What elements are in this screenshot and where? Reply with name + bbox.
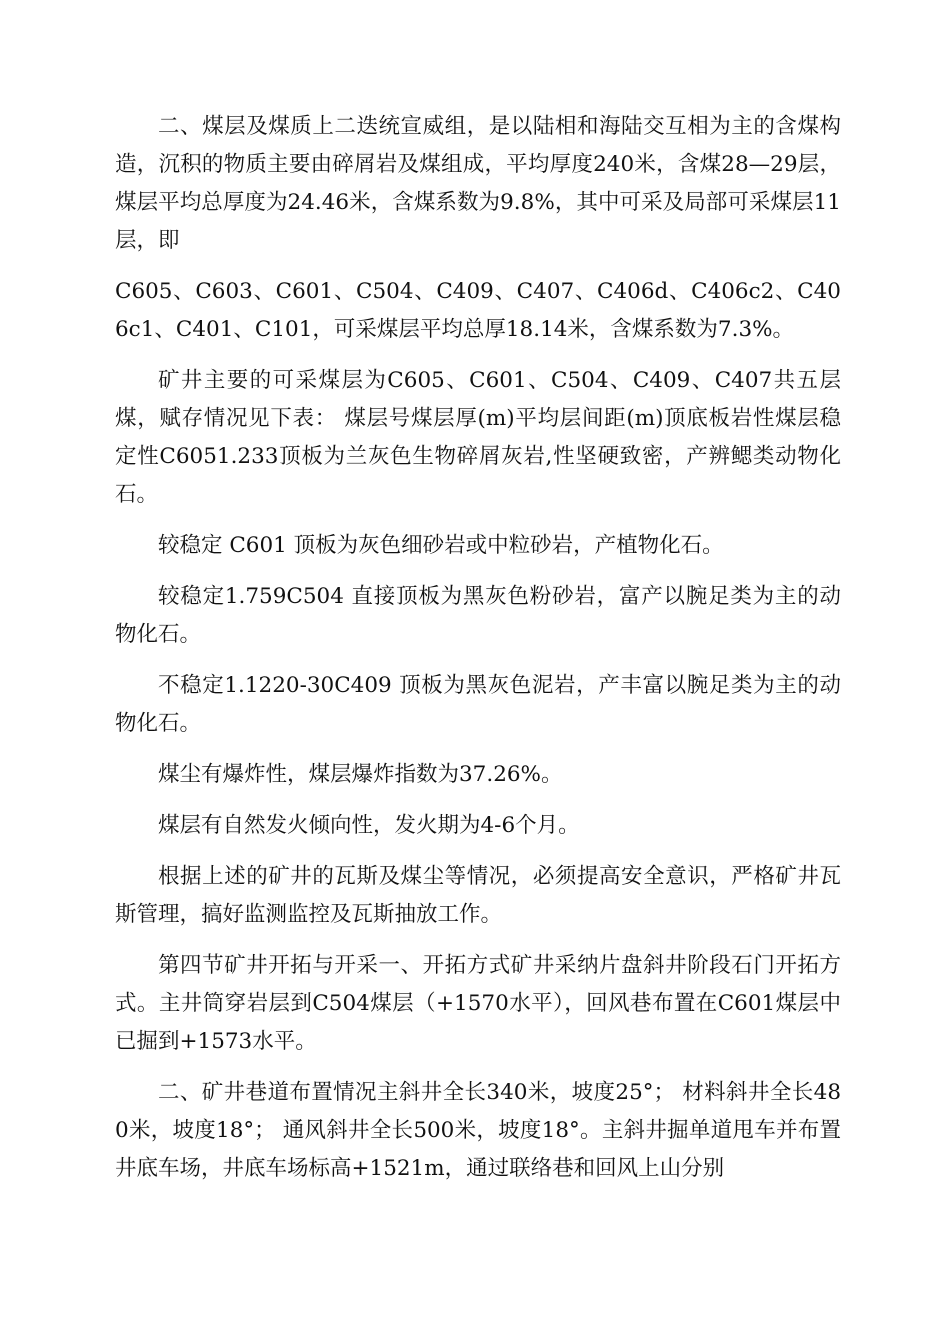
paragraph-coal-dust: 煤尘有爆炸性，煤层爆炸指数为37.26%。 <box>158 762 563 787</box>
paragraph-coal-seams-intro: 二、煤层及煤质上二迭统宣威组，是以陆相和海陆交互相为主的含煤构造，沉积的物质主要由碎屑岩及煤组成，平均厚度240米，含煤28—29层，煤层平均总厚度为24.46米，含煤系数为9.8%，其中可采及局部可采煤层11层，即 <box>115 114 841 253</box>
paragraph-c601: 较稳定 C601 顶板为灰色细砂岩或中粒砂岩，产植物化石。 <box>158 533 724 558</box>
paragraph-roadway-layout: 二、矿井巷道布置情况主斜井全长340米，坡度25°； 材料斜井全长480米，坡度18°； 通风斜井全长500米，坡度18°。主斜井掘单道甩车并布置井底车场，井底车场标高+1521m，通过联络巷和回风上山分别 <box>115 1080 841 1181</box>
paragraph-safety-management: 根据上述的矿井的瓦斯及煤尘等情况，必须提高安全意识，严格矿井瓦斯管理，搞好监测监控及瓦斯抽放工作。 <box>115 864 841 927</box>
paragraph-c409: 不稳定1.1220-30C409 顶板为黑灰色泥岩，产丰富以腕足类为主的动物化石。 <box>115 673 841 736</box>
paragraph-main-seams: 矿井主要的可采煤层为C605、C601、C504、C409、C407共五层煤，赋存情况见下表： 煤层号煤层厚(m)平均层间距(m)顶底板岩性煤层稳定性C6051.233顶板为兰灰色生物碎屑灰岩,性坚硬致密，产辨鳃类动物化石。 <box>115 368 841 507</box>
paragraph-development-method: 第四节矿井开拓与开采一、开拓方式矿井采纳片盘斜井阶段石门开拓方式。主井筒穿岩层到C504煤层（+1570水平），回风巷布置在C601煤层中已掘到+1573水平。 <box>115 953 841 1054</box>
paragraph-c504: 较稳定1.759C504 直接顶板为黑灰色粉砂岩，富产以腕足类为主的动物化石。 <box>115 584 841 647</box>
paragraph-spontaneous-combustion: 煤层有自然发火倾向性，发火期为4-6个月。 <box>158 813 580 838</box>
paragraph-seam-list: C605、C603、C601、C504、C409、C407、C406d、C406c2、C406c1、C401、C101，可采煤层平均总厚18.14米，含煤系数为7.3%。 <box>115 279 841 342</box>
document-body <box>115 108 841 1201</box>
